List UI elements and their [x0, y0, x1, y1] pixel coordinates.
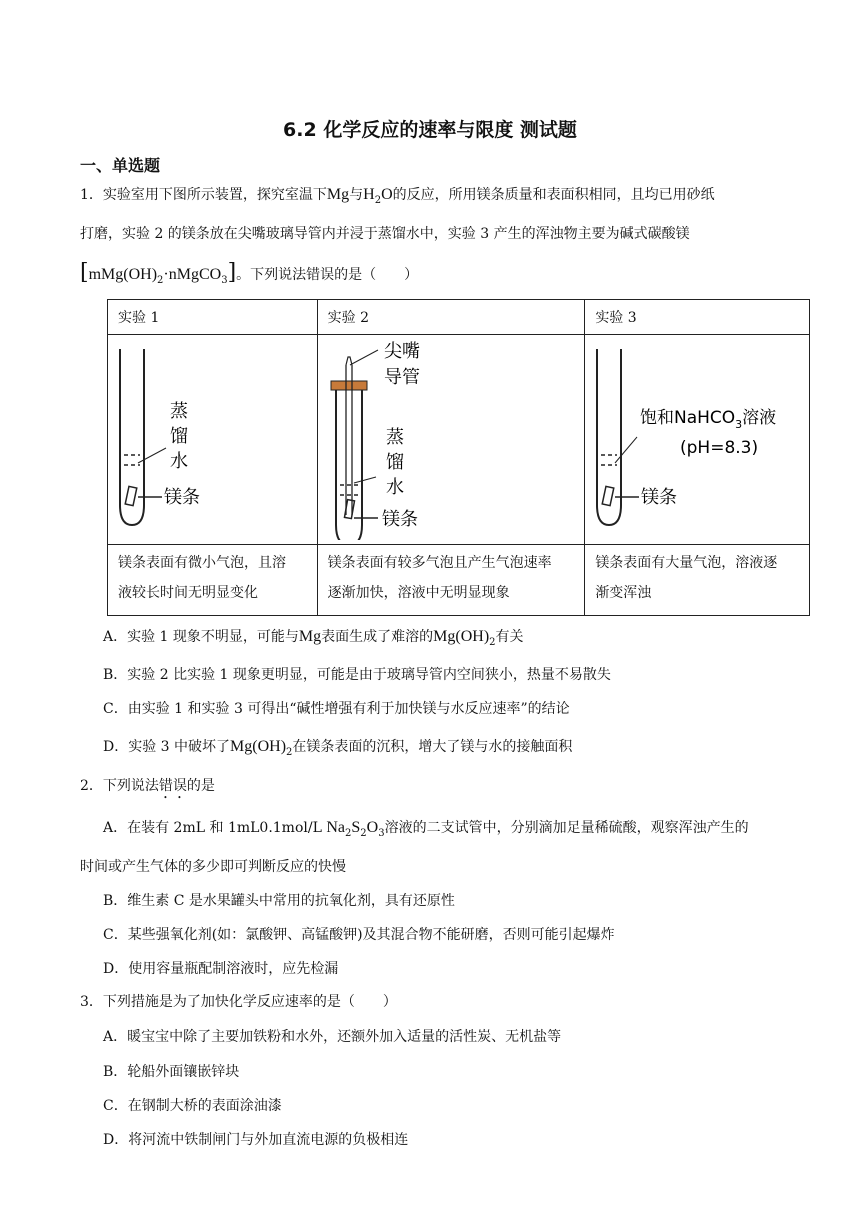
- q1-stem-line3: $[mMg(OH)_2\cdot nMgCO_3]$。下列说法错误的是（ ）: [80, 260, 419, 286]
- q2-option-c: C．某些强氧化剂(如：氯酸钾、高锰酸钾)及其混合物不能研磨，否则可能引起爆炸: [103, 927, 615, 943]
- q2-option-a: A．在装有 2mL 和 1mL0.1mol/L $Na_2S_2O_3$溶液的二支试管中，分别滴加足量稀硫酸，观察浑浊产生的: [103, 819, 749, 839]
- q1-mg: Mg: [326, 186, 350, 203]
- label-daoguan: 导管: [383, 367, 420, 388]
- q1-option-d: D．实验 3 中破坏了$Mg(OH)_2$在镁条表面的沉积，增大了镁与水的接触面积: [103, 738, 573, 758]
- observation-cell-3: [585, 545, 810, 616]
- observation-line: 镁条表面有较多气泡且产生气泡速率: [327, 555, 552, 571]
- q1-stem-line1: [80, 186, 715, 206]
- experiment-table: [107, 299, 810, 616]
- label-liu: 馏: [385, 452, 404, 473]
- q2-option-d: D．使用容量瓶配制溶液时，应先检漏: [103, 961, 339, 977]
- label-jianzui: 尖嘴: [383, 341, 420, 362]
- observation-line: 渐变浑浊: [595, 585, 652, 601]
- observation-line: 镁条表面有大量气泡，溶液逐: [595, 555, 778, 571]
- q1-h: H: [363, 186, 375, 203]
- q1-sub: 2: [374, 195, 382, 206]
- q3-option-d: D．将河流中铁制闸门与外加直流电源的负极相连: [103, 1132, 409, 1148]
- q3-option-a: A．暖宝宝中除了主要加铁粉和水外，还额外加入适量的活性炭、无机盐等: [103, 1029, 562, 1045]
- q1-option-a: A．实验 1 现象不明显，可能与Mg表面生成了难溶的$Mg(OH)_2$有关: [103, 628, 524, 648]
- q1-option-c: C．由实验 1 和实验 3 可得出“碱性增强有利于加快镁与水反应速率”的结论: [103, 701, 570, 717]
- table-header-cell: 实验 2: [317, 300, 585, 335]
- figure-cell-2: [317, 335, 585, 545]
- emphasized-text: 错误: [158, 778, 187, 794]
- observation-cell-2: [317, 545, 585, 616]
- q1-text: 与: [349, 187, 364, 203]
- formula-part: ·nMgCO: [163, 266, 222, 283]
- q3-stem: 3．下列措施是为了加快化学反应速率的是（ ）: [80, 994, 397, 1010]
- formula-sub: 3: [221, 275, 228, 286]
- label-ph: (pH=8.3): [680, 438, 759, 458]
- label-magnesium: 镁条: [164, 487, 200, 508]
- observation-line: 液较长时间无明显变化: [118, 585, 258, 601]
- label-zheng: 蒸: [170, 401, 188, 422]
- q1-option-b: B．实验 2 比实验 1 现象更明显，可能是由于玻璃导管内空间狭小，热量不易散失: [103, 667, 611, 683]
- label-shui: 水: [385, 477, 404, 498]
- q1-o: O: [381, 186, 393, 203]
- observation-line: 镁条表面有微小气泡，且溶: [118, 555, 286, 571]
- q3-option-b: B．轮船外面镶嵌锌块: [103, 1064, 240, 1080]
- q1-stem-line2: 打磨，实验 2 的镁条放在尖嘴玻璃导管内并浸于蒸馏水中，实验 3 产生的浑浊物主要为碱式碳酸镁: [80, 226, 690, 242]
- label-magnesium: 镁条: [641, 487, 678, 508]
- q2-option-b: B．维生素 C 是水果罐头中常用的抗氧化剂，具有还原性: [103, 893, 455, 909]
- label-magnesium: 镁条: [381, 509, 418, 530]
- figure-cell-3: [585, 335, 810, 545]
- section-heading: 一、单选题: [80, 156, 161, 175]
- q1-text: 的反应，所用镁条质量和表面积相同，且均已用砂纸: [392, 187, 715, 203]
- observation-cell-1: [108, 545, 318, 616]
- formula-sub: 2: [157, 275, 164, 286]
- label-liu: 馏: [170, 426, 188, 447]
- label-nahco3: 饱和NaHCO$_3$溶液: [640, 408, 777, 431]
- q1-text: 。下列说法错误的是（ ）: [236, 267, 419, 283]
- formula-part: mMg(OH): [88, 266, 158, 283]
- observation-line: 逐渐加快，溶液中无明显现象: [327, 585, 510, 601]
- label-zheng: 蒸: [385, 427, 404, 448]
- q3-option-c: C．在钢制大桥的表面涂油漆: [103, 1098, 282, 1114]
- figure-cell-1: [108, 335, 318, 545]
- q2-stem: 2．下列说法错误的是: [80, 778, 215, 794]
- q2-option-a-line2: 时间或产生气体的多少即可判断反应的快慢: [80, 859, 346, 875]
- test-tube-figure-1: [108, 335, 316, 540]
- q1-text: 1．实验室用下图所示装置，探究室温下: [80, 187, 327, 203]
- table-header-cell: 实验 1: [108, 300, 318, 335]
- page-title: 6.2 化学反应的速率与限度 测试题: [283, 119, 577, 141]
- table-header-cell: 实验 3: [585, 300, 810, 335]
- label-shui: 水: [170, 451, 188, 472]
- test-tube-figure-3: [585, 335, 808, 540]
- test-tube-figure-2: [318, 335, 584, 540]
